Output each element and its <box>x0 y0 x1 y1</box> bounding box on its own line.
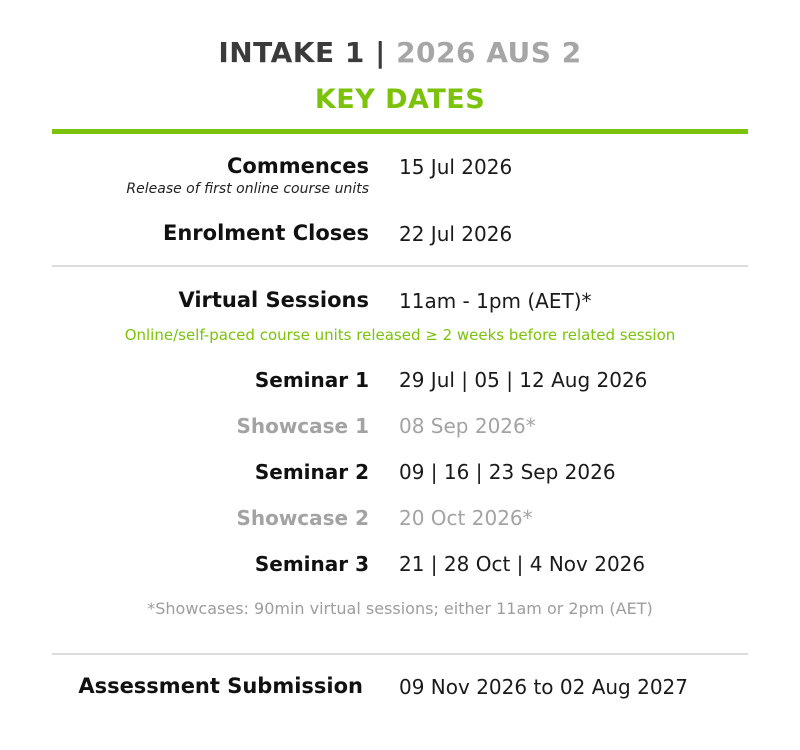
virtual-sessions-label: Virtual Sessions <box>178 288 369 312</box>
enrolment-closes-label: Enrolment Closes <box>163 221 369 245</box>
commences-label: Commences <box>227 154 369 178</box>
virtual-sessions-note: Online/self-paced course units released ≥ 2 weeks before related session <box>124 326 676 344</box>
section-divider-1 <box>52 265 748 267</box>
seminar-3-label: Seminar 3 <box>254 552 369 576</box>
seminar-2-label: Seminar 2 <box>254 460 369 484</box>
showcase-1-label: Showcase 1 <box>236 414 369 438</box>
section-divider-2 <box>52 653 748 655</box>
showcase-2-value: 20 Oct 2026* <box>399 506 533 530</box>
commences-note: Release of first online course units <box>126 181 369 197</box>
showcase-2-label: Showcase 2 <box>236 506 369 530</box>
heading-divider <box>52 129 748 134</box>
key-dates-heading: KEY DATES <box>314 84 486 115</box>
seminar-3-value: 21 | 28 Oct | 4 Nov 2026 <box>399 552 646 576</box>
seminar-1-label: Seminar 1 <box>254 368 369 392</box>
enrolment-closes-value: 22 Jul 2026 <box>399 222 513 246</box>
seminar-1-value: 29 Jul | 05 | 12 Aug 2026 <box>399 368 648 392</box>
page-title <box>0 36 800 69</box>
showcase-footnote: *Showcases: 90min virtual sessions; either 11am or 2pm (AET) <box>147 599 653 618</box>
intake-label: INTAKE 1 <box>218 36 365 69</box>
title-separator: | <box>375 36 386 69</box>
seminar-2-value: 09 | 16 | 23 Sep 2026 <box>399 460 616 484</box>
assessment-submission-value: 09 Nov 2026 to 02 Aug 2027 <box>399 675 689 699</box>
assessment-submission-label: Assessment Submission <box>78 674 363 698</box>
virtual-sessions-value: 11am - 1pm (AET)* <box>399 289 592 313</box>
showcase-1-value: 08 Sep 2026* <box>399 414 536 438</box>
intake-code: 2026 AUS 2 <box>396 36 582 69</box>
commences-value: 15 Jul 2026 <box>399 155 513 179</box>
